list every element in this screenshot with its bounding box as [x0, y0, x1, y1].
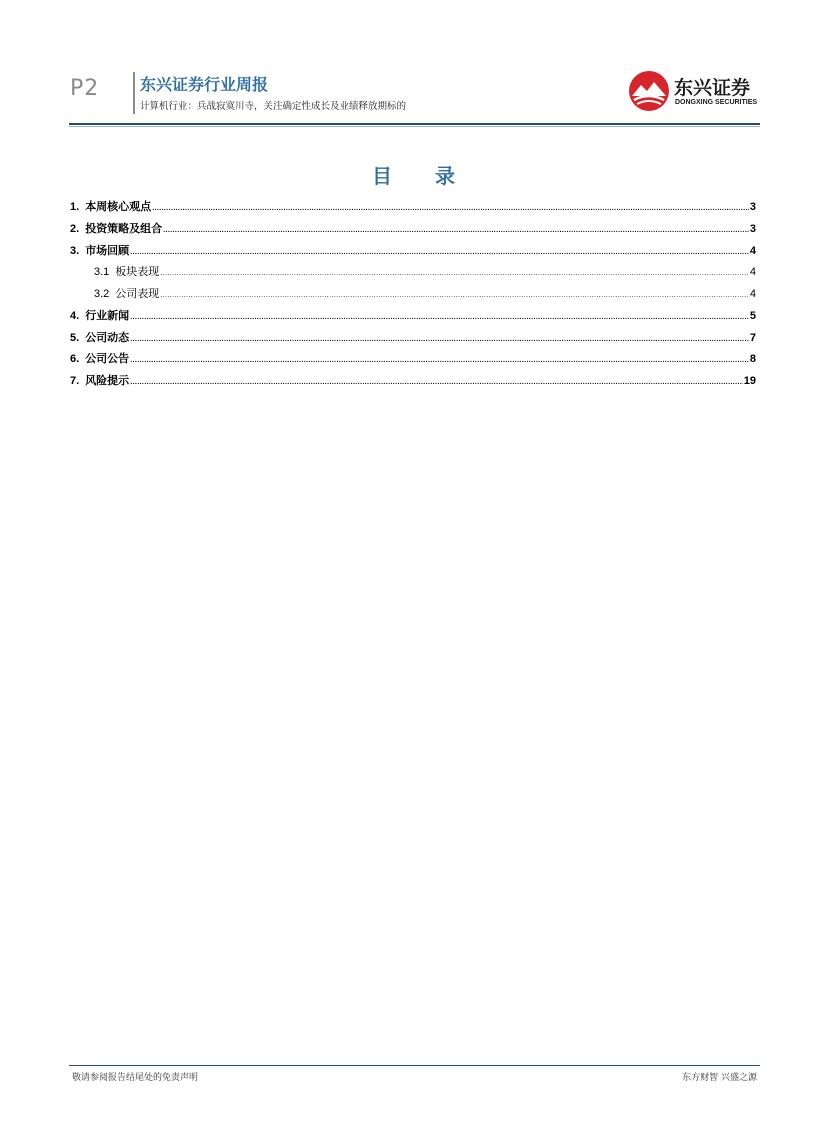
- page-number: P2: [70, 76, 100, 101]
- footer-rule: [69, 1065, 760, 1066]
- toc-leader-dots: [130, 329, 749, 351]
- report-title: 东兴证券行业周报: [140, 75, 269, 94]
- table-of-contents: [70, 196, 756, 392]
- report-subtitle: 计算机行业：兵战寂寞川寺，关注确定性成长及业绩释放期标的: [140, 101, 407, 112]
- toc-entry[interactable]: [70, 196, 756, 218]
- toc-entry-page: 4: [749, 244, 756, 257]
- toc-entry-number: 4.: [70, 309, 80, 322]
- toc-entry-page: 4: [749, 288, 756, 300]
- toc-entry[interactable]: [70, 240, 756, 262]
- toc-entry-label: 市场回顾: [85, 243, 130, 257]
- toc-entry-page: 5: [749, 309, 756, 322]
- toc-entry-label: 投资策略及组合: [85, 221, 163, 235]
- toc-entry-label: 行业新闻: [85, 308, 130, 322]
- toc-entry-number: 2.: [70, 222, 80, 235]
- toc-entry[interactable]: [70, 327, 756, 349]
- toc-subentry[interactable]: [70, 261, 756, 283]
- toc-leader-dots: [130, 307, 749, 329]
- logo-mark-icon: [628, 70, 670, 112]
- header-rule: [69, 123, 760, 125]
- toc-leader-dots: [130, 350, 749, 372]
- toc-entry-number: 3.2: [94, 288, 110, 300]
- toc-leader-dots: [130, 242, 749, 264]
- footer-disclaimer: 敬请参阅报告结尾处的免责声明: [72, 1073, 199, 1083]
- toc-entry-number: 7.: [70, 375, 80, 387]
- header-divider: [133, 72, 135, 114]
- toc-entry-number: 5.: [70, 331, 80, 344]
- toc-entry-number: 6.: [70, 353, 80, 366]
- toc-entry-label: 本周核心观点: [85, 200, 152, 213]
- toc-entry-page: 3: [749, 222, 756, 235]
- toc-leader-dots: [152, 198, 749, 220]
- toc-entry-label: 公司表现: [115, 287, 160, 300]
- toc-leader-dots: [160, 285, 749, 307]
- toc-entry-label: 风险提示: [85, 374, 130, 387]
- toc-entry-label: 公司动态: [85, 330, 130, 344]
- toc-entry-page: 8: [749, 353, 756, 366]
- toc-entry-page: 7: [749, 331, 756, 344]
- logo-text-en: DONGXING SECURITIES: [675, 99, 758, 106]
- toc-entry[interactable]: [70, 370, 756, 392]
- toc-leader-dots: [160, 263, 749, 285]
- toc-entry-page: 4: [749, 266, 756, 279]
- toc-subentry[interactable]: [70, 283, 756, 305]
- toc-leader-dots: [130, 372, 743, 394]
- toc-entry-page: 3: [749, 201, 756, 213]
- company-logo: [628, 70, 760, 114]
- toc-entry-label: 板块表现: [115, 265, 160, 279]
- toc-entry-page: 19: [743, 375, 756, 387]
- toc-entry[interactable]: [70, 305, 756, 327]
- toc-leader-dots: [163, 220, 749, 242]
- header-rule-thin: [69, 126, 760, 127]
- toc-entry-number: 3.: [70, 244, 80, 257]
- toc-entry[interactable]: [70, 348, 756, 370]
- footer-slogan: 东方财智 兴盛之源: [682, 1073, 757, 1083]
- toc-entry-number: 1.: [70, 201, 80, 213]
- toc-entry-label: 公司公告: [85, 352, 130, 366]
- toc-entry[interactable]: [70, 218, 756, 240]
- logo-text-cn: 东兴证券: [674, 77, 751, 99]
- toc-heading: 目 录: [372, 164, 473, 188]
- toc-entry-number: 3.1: [94, 266, 110, 279]
